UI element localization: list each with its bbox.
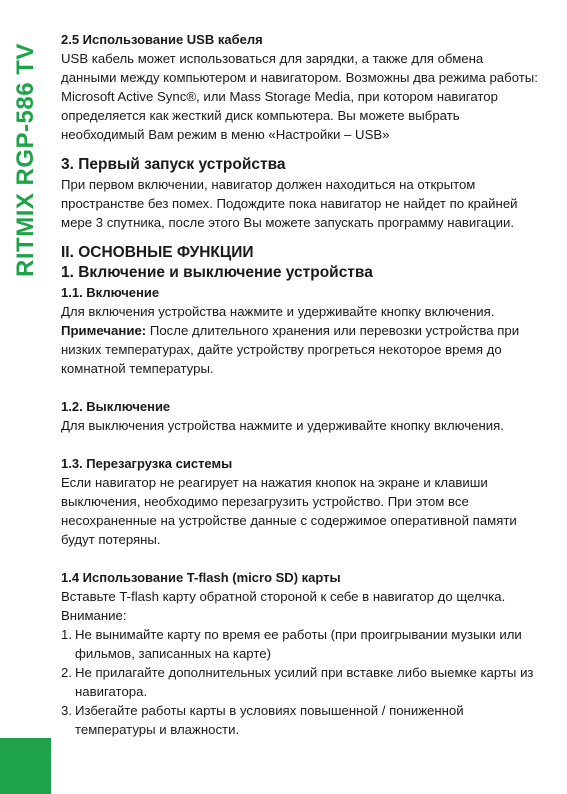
reboot-heading: 1.3. Перезагрузка системы [61,456,233,471]
main-functions-heading: II. ОСНОВНЫЕ ФУНКЦИИ [61,244,254,261]
list-item-text: Не вынимайте карту по время ее работы (при проигрывании музыки или фильмов, записанных на карте) [75,627,522,661]
tflash-warnings-list [61,625,541,739]
list-item-number: 3. [61,703,72,718]
list-item-number: 1. [61,627,72,642]
sidebar [0,0,51,794]
usb-body: USB кабель может использоваться для зарядки, а также для обмена данными между компьютером и навигатором. Возможны два режима работы: Microsoft Active Sync®, или Mass Storage Media, при котором навигатор определяется как жесткий диск компьютера. Вы можете выбрать необходимый Вам режим в меню «Настройки – USB» [61,51,538,142]
power-on-heading: 1.1. Включение [61,285,160,300]
sidebar-color-bar [0,738,51,794]
brand-title: RITMIX RGP-586 TV [12,43,39,277]
power-heading: 1. Включение и выключение устройства [61,264,373,281]
sidebar-brand-area [0,0,51,738]
power-on-body: Для включения устройства нажмите и удерживайте кнопку включения. [61,304,495,319]
usb-heading: 2.5 Использование USB кабеля [61,32,263,47]
first-start-heading: 3. Первый запуск устройства [61,156,286,173]
list-item-text: Не прилагайте дополнительных усилий при вставке либо выемке карты из навигатора. [75,665,534,699]
power-off-heading: 1.2. Выключение [61,399,171,414]
power-off-body: Для выключения устройства нажмите и удерживайте кнопку включения. [61,418,504,433]
tflash-body: Вставьте T-flash карту обратной стороной к себе в навигатор до щелчка. [61,589,506,604]
note-text: После длительного хранения или перевозки устройства при низких температурах, дайте устройству прогреться некоторое время до комнатной температуры. [61,323,520,376]
first-start-body: При первом включении, навигатор должен находиться на открытом пространстве без помех. Подождите пока навигатор не найдет по крайней мере 3 спутника, после этого Вы можете запускать программу навигации. [61,177,518,230]
list-item [61,625,541,663]
list-item [61,663,541,701]
list-item-number: 2. [61,665,72,680]
reboot-body: Если навигатор не реагирует на нажатия кнопок на экране и клавиши выключения, необходимо перезагрузить устройство. При этом все несохраненные на устройстве данные с содержимое оперативной памяти будут потеряны. [61,475,517,547]
page-content [61,30,541,739]
tflash-heading: 1.4 Использование T-flash (micro SD) карты [61,570,341,585]
list-item-text: Избегайте работы карты в условиях повышенной / пониженной температуры и влажности. [75,703,464,737]
power-on-note [61,321,541,378]
list-item [61,701,541,739]
note-label: Примечание: [61,323,147,338]
attention-label: Внимание: [61,608,127,623]
